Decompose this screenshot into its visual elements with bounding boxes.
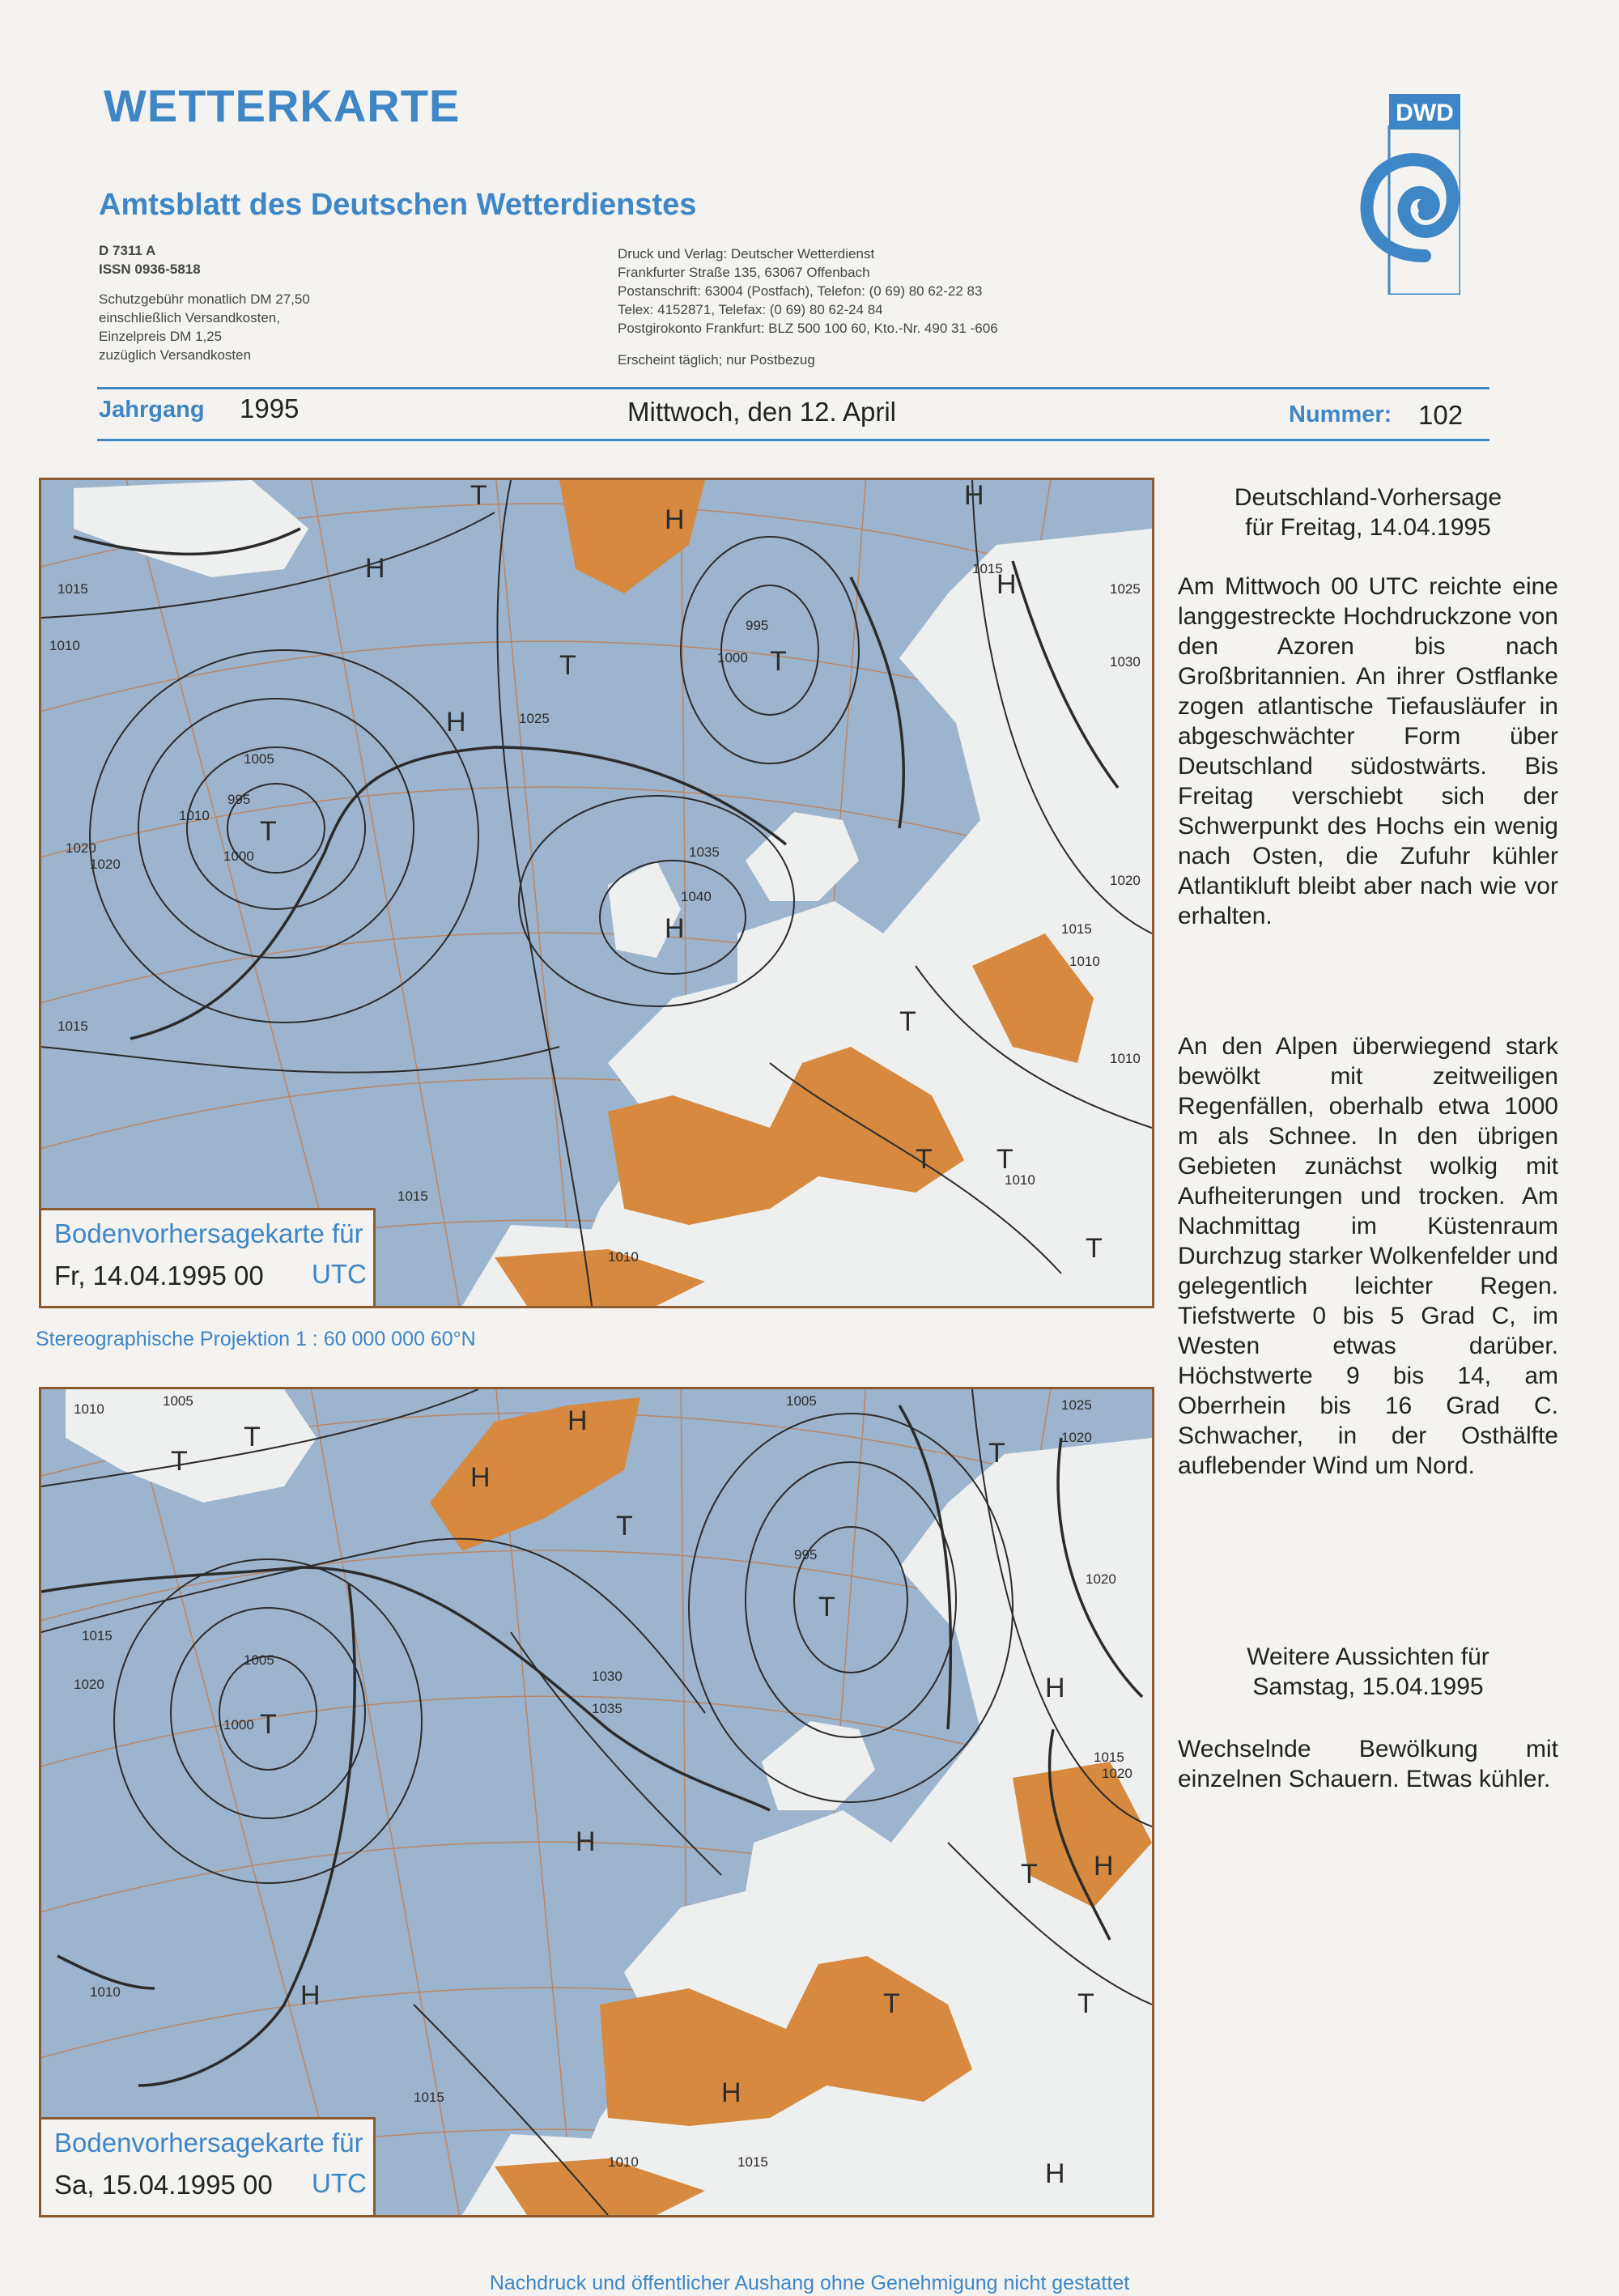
outlook-paragraph: Wechselnde Bewölkung mit einzelnen Schauern. Etwas kühler. <box>1178 1736 1558 1792</box>
svg-text:1015: 1015 <box>82 1628 113 1643</box>
svg-text:T: T <box>171 1446 188 1477</box>
svg-text:1005: 1005 <box>163 1393 193 1409</box>
svg-text:1005: 1005 <box>244 751 274 767</box>
svg-text:1015: 1015 <box>414 2090 444 2105</box>
svg-text:1005: 1005 <box>244 1652 274 1668</box>
svg-text:1015: 1015 <box>397 1188 428 1204</box>
svg-text:1015: 1015 <box>1094 1750 1124 1765</box>
svg-text:1015: 1015 <box>737 2154 768 2170</box>
forecast-paragraph-2: An den Alpen überwiegend stark bewölkt mit zeitweiligen Regenfällen, oberhalb etwa 1000 m als Schnee. In den übrigen Gebieten zunächst wolkig mit Aufheiterungen und trocken. Am Nachmittag im Küstenraum Durchzug starker Wolkenfelder und gelegentlich leichter Regen. Tiefstwerte 0 bis 5 Grad C, im Westen etwas darüber. Höchstwerte 9 bis 14, am Oberrhein bis 16 Grad C. Schwacher, in der Osthälfte auflebender Wind um Nord. <box>1178 1033 1558 1479</box>
svg-text:H: H <box>446 707 466 738</box>
svg-text:1020: 1020 <box>90 857 121 872</box>
year-value: 1995 <box>240 393 300 423</box>
map-caption-friday: Bodenvorhersagekarte für Fr, 14.04.1995 00 UTC <box>41 1208 376 1306</box>
svg-text:T: T <box>883 1988 900 2019</box>
svg-text:1020: 1020 <box>1110 873 1141 888</box>
svg-text:DWD: DWD <box>1396 100 1454 126</box>
svg-text:1020: 1020 <box>1102 1766 1132 1781</box>
forecast-heading: Deutschland-Vorhersage für Freitag, 14.04.1995 <box>1234 484 1502 541</box>
svg-text:1030: 1030 <box>1110 654 1141 670</box>
svg-text:1025: 1025 <box>1110 581 1141 597</box>
svg-text:1015: 1015 <box>972 561 1003 576</box>
svg-text:1025: 1025 <box>519 711 550 726</box>
svg-text:H: H <box>964 480 984 511</box>
svg-text:1035: 1035 <box>689 844 720 860</box>
projection-note: Stereographische Projektion 1 : 60 000 000 60°N <box>36 1328 476 1350</box>
svg-text:1020: 1020 <box>1086 1571 1116 1587</box>
svg-text:1025: 1025 <box>1061 1397 1092 1413</box>
outlook-heading: Weitere Aussichten für Samstag, 15.04.1995 <box>1247 1643 1489 1700</box>
svg-text:1015: 1015 <box>1061 921 1092 937</box>
svg-text:1010: 1010 <box>608 2154 639 2170</box>
svg-text:H: H <box>665 913 685 944</box>
issue-date: Mittwoch, den 12. April <box>627 397 896 427</box>
svg-text:H: H <box>1045 2158 1065 2189</box>
svg-text:T: T <box>988 1438 1005 1469</box>
svg-text:1000: 1000 <box>717 650 748 665</box>
svg-text:1010: 1010 <box>179 808 210 823</box>
publisher-info: Druck und Verlag: Deutscher Wetterdienst Frankfurter Straße 135, 63067 Offenbach Postanschrift: 63004 (Postfach), Telefon: (0 69) 80 62-22 83 Telex: 4152871, Telefax: (0 69) 80 62-24 84 Postgirokonto Frankfurt: BLZ 500 100 60, Kto.-Nr. 490 31 -606 <box>618 246 998 336</box>
svg-text:1010: 1010 <box>1005 1172 1035 1188</box>
svg-text:1020: 1020 <box>74 1677 104 1692</box>
dwd-logo <box>1341 94 1460 295</box>
svg-text:1010: 1010 <box>608 1249 639 1265</box>
forecast-paragraph-1: Am Mittwoch 00 UTC reichte eine langgestreckte Hochdruckzone von den Azoren bis nach Großbritannien. An ihrer Ostflanke zogen atlantische Tiefausläufer in abgeschwächter Form über Deutschland südostwärts. Bis Freitag verschiebt sich der Schwerpunkt des Hochs ein wenig nach Osten, die Zufuhr kühler Atlantikluft bleibt aber nach wie vor erhalten. <box>1178 573 1558 929</box>
svg-text:T: T <box>1077 1988 1094 2019</box>
svg-text:H: H <box>665 504 685 535</box>
svg-text:1035: 1035 <box>592 1701 623 1716</box>
publication-frequency: Erscheint täglich; nur Postbezug <box>618 352 815 368</box>
svg-text:H: H <box>300 1980 321 2011</box>
svg-text:T: T <box>770 646 787 677</box>
svg-text:T: T <box>244 1422 261 1452</box>
svg-text:T: T <box>1086 1233 1103 1264</box>
svg-text:H: H <box>470 1462 491 1493</box>
issue-number: 102 <box>1418 400 1464 430</box>
svg-text:T: T <box>1021 1859 1038 1890</box>
svg-text:H: H <box>576 1826 596 1857</box>
svg-text:T: T <box>470 480 487 511</box>
header-rule-bottom <box>97 439 1489 441</box>
svg-text:1010: 1010 <box>90 1984 121 2000</box>
svg-text:1015: 1015 <box>57 1018 88 1034</box>
weather-map-2 <box>41 1389 1152 2215</box>
svg-text:995: 995 <box>794 1547 818 1563</box>
issue-number-label: Nummer: <box>1289 402 1392 427</box>
publication-title: WETTERKARTE <box>104 80 461 131</box>
svg-text:1010: 1010 <box>49 638 80 653</box>
weather-map-1 <box>41 480 1152 1306</box>
svg-text:T: T <box>996 1144 1013 1175</box>
svg-text:995: 995 <box>227 792 251 807</box>
svg-text:1015: 1015 <box>57 581 88 597</box>
svg-text:1020: 1020 <box>1061 1430 1092 1445</box>
svg-text:T: T <box>916 1144 933 1175</box>
svg-text:H: H <box>1094 1851 1114 1881</box>
publication-ids: D 7311 A ISSN 0936-5818 <box>99 243 201 277</box>
header-rule-top <box>97 387 1489 389</box>
footer-notice: Nachdruck und öffentlicher Aushang ohne Genehmigung nicht gestattet <box>489 2272 1130 2294</box>
svg-text:1030: 1030 <box>592 1669 623 1684</box>
svg-text:995: 995 <box>746 618 769 633</box>
svg-text:1000: 1000 <box>223 1717 254 1733</box>
subscription-fees: Schutzgebühr monatlich DM 27,50 einschließlich Versandkosten, Einzelpreis DM 1,25 zuzüglich Versandkosten <box>99 291 310 363</box>
forecast-map-friday <box>39 478 1154 1308</box>
svg-text:1010: 1010 <box>74 1401 104 1417</box>
svg-text:1020: 1020 <box>66 840 96 856</box>
svg-text:1010: 1010 <box>1069 954 1100 969</box>
svg-text:1005: 1005 <box>786 1393 817 1409</box>
forecast-map-saturday <box>39 1387 1154 2217</box>
svg-text:H: H <box>365 553 385 584</box>
svg-text:1010: 1010 <box>1110 1051 1141 1066</box>
svg-text:T: T <box>616 1511 633 1541</box>
svg-text:T: T <box>260 1709 277 1740</box>
svg-text:1000: 1000 <box>223 848 254 864</box>
map-caption-saturday: Bodenvorhersagekarte für Sa, 15.04.1995 00 UTC <box>41 2117 376 2215</box>
svg-text:T: T <box>818 1592 835 1622</box>
svg-text:1040: 1040 <box>681 889 712 904</box>
svg-text:H: H <box>1045 1673 1065 1703</box>
svg-text:T: T <box>260 816 277 847</box>
svg-text:H: H <box>567 1405 588 1436</box>
svg-text:T: T <box>559 650 576 681</box>
publication-subtitle: Amtsblatt des Deutschen Wetterdienstes <box>99 188 697 222</box>
svg-text:H: H <box>996 569 1017 600</box>
svg-text:H: H <box>721 2077 742 2108</box>
svg-text:T: T <box>899 1006 916 1037</box>
year-label: Jahrgang <box>99 397 205 423</box>
